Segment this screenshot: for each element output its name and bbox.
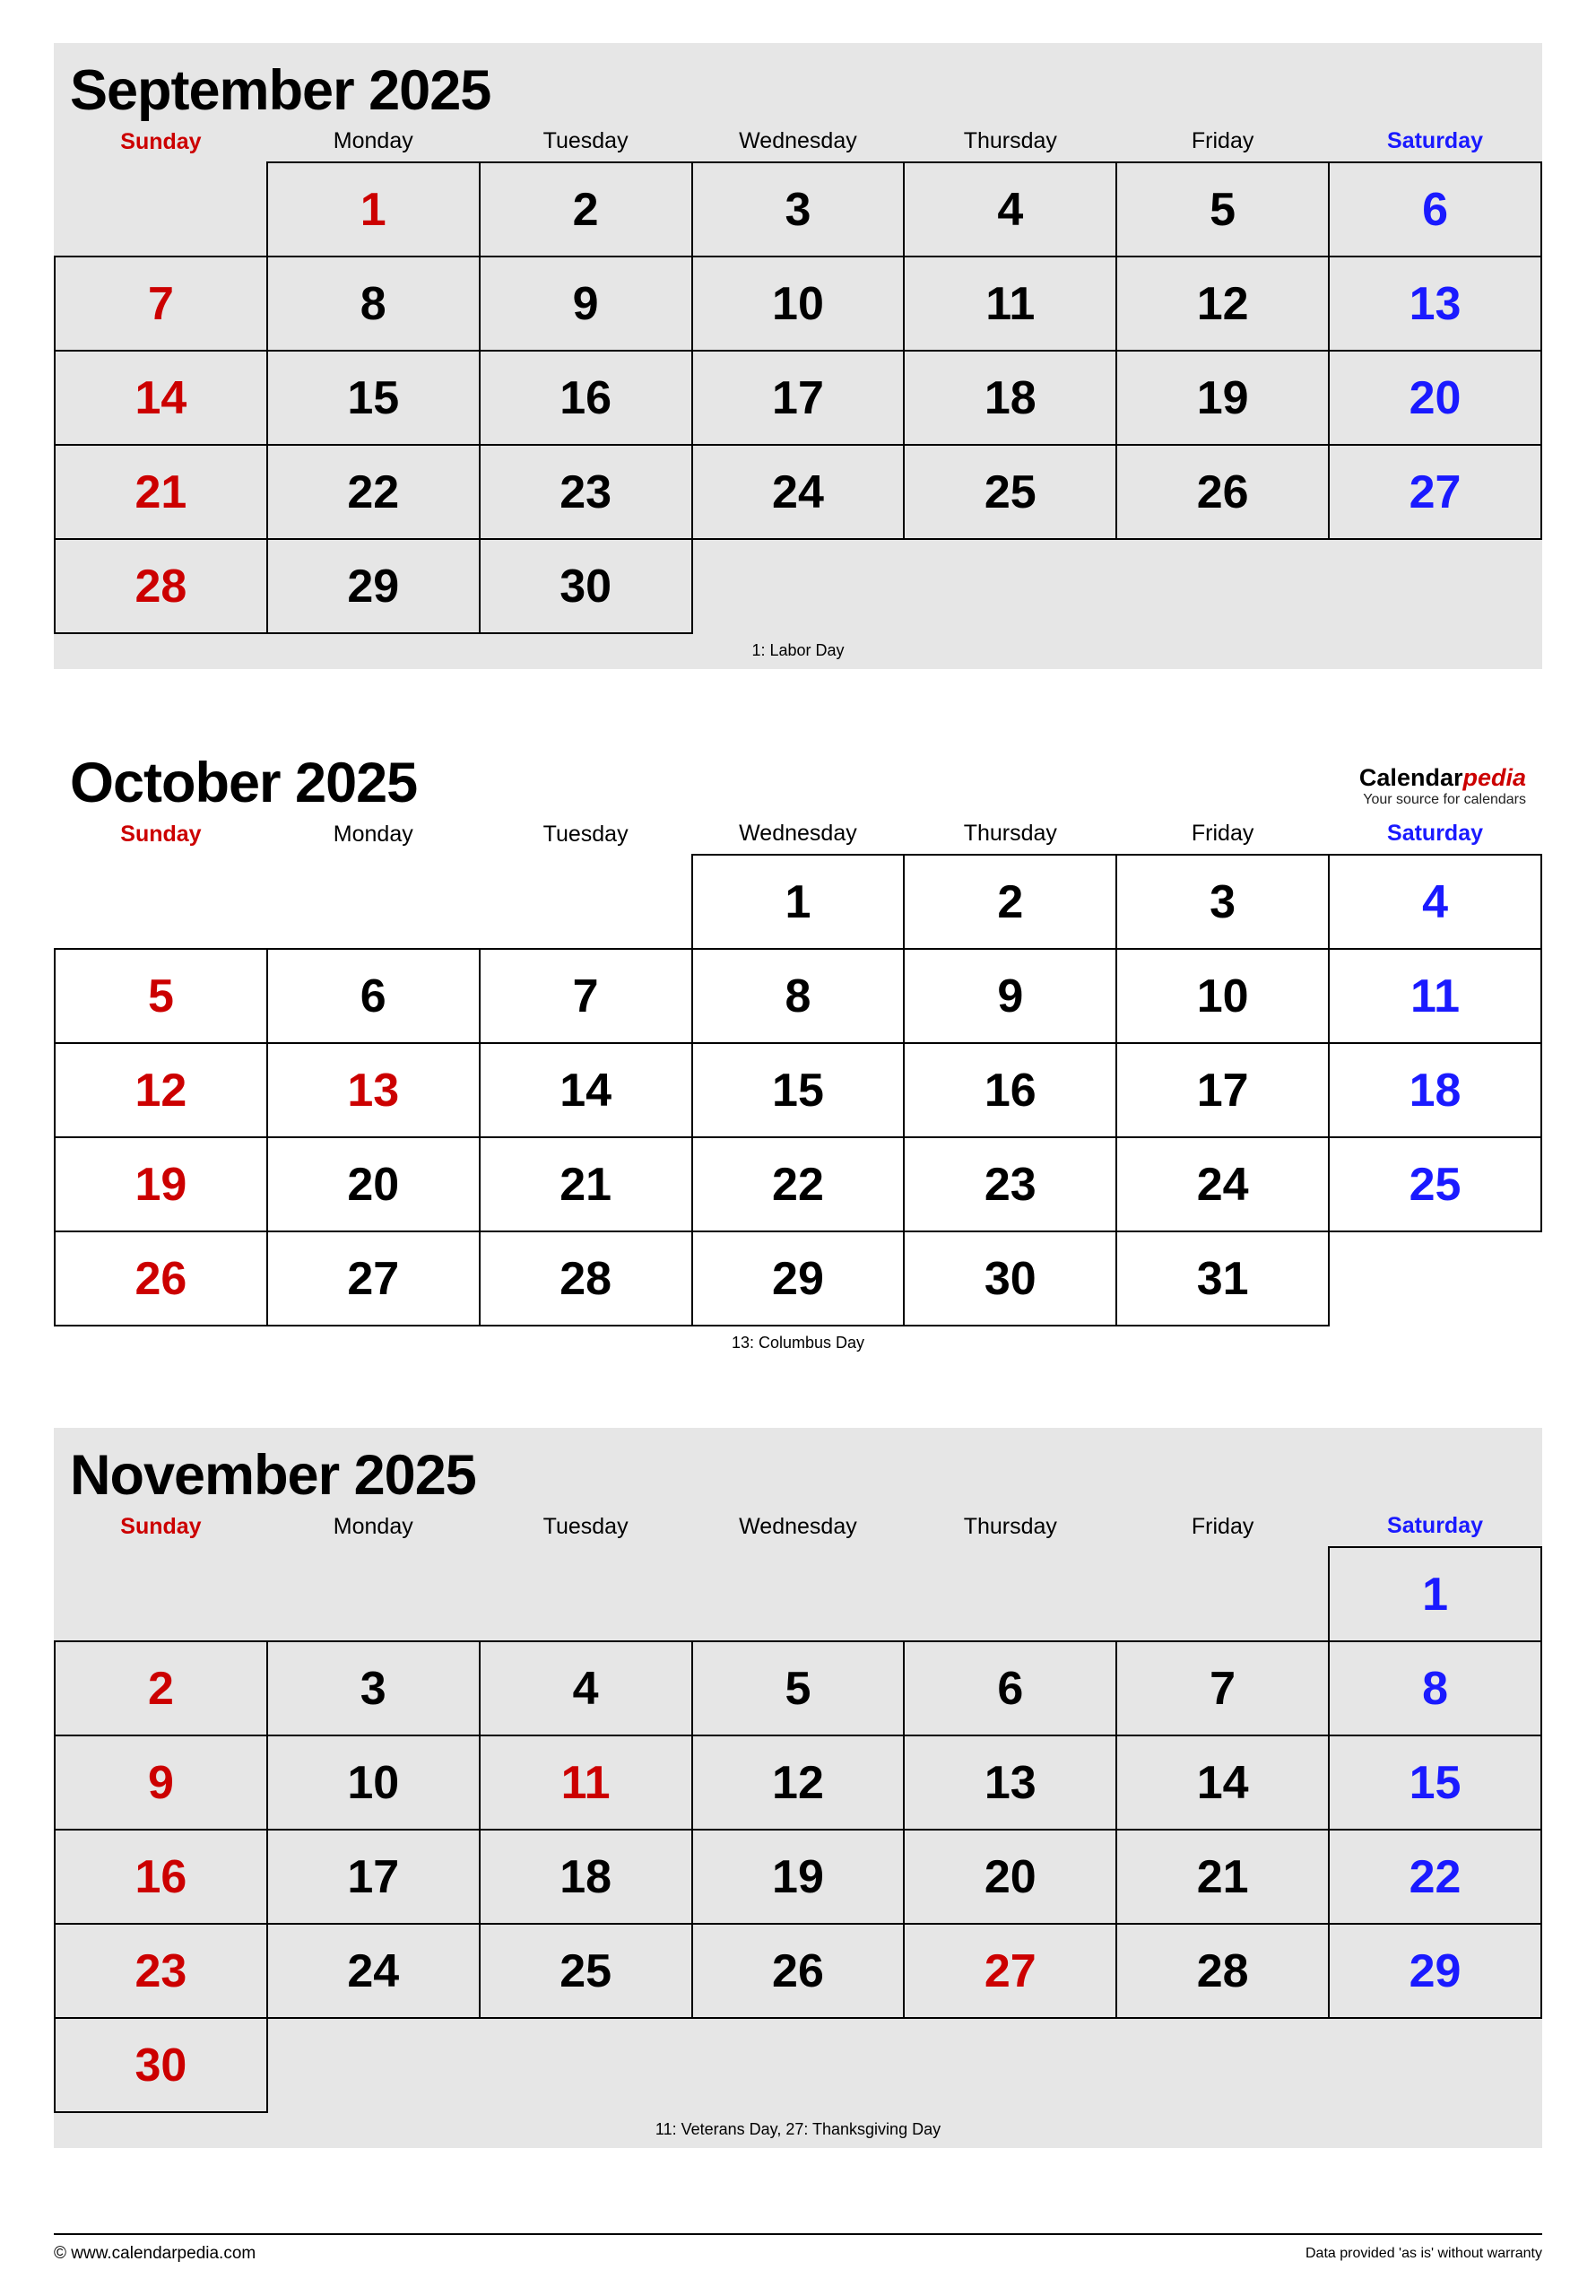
day-cell[interactable]: 30 — [904, 1231, 1116, 1326]
weekday-header-thursday: Thursday — [963, 128, 1057, 153]
day-cell[interactable]: 1 — [692, 855, 905, 949]
day-cell[interactable]: 12 — [692, 1735, 905, 1830]
month-header — [54, 1428, 1542, 1511]
month-block — [54, 1428, 1542, 2148]
day-cell[interactable]: 23 — [480, 445, 692, 539]
day-cell[interactable]: 25 — [904, 445, 1116, 539]
brand-tagline: Your source for calendars — [1363, 792, 1526, 808]
day-cell[interactable]: 4 — [480, 1641, 692, 1735]
weekday-header-row — [55, 1511, 1541, 1547]
day-cell[interactable]: 22 — [267, 445, 480, 539]
day-cell[interactable]: 5 — [692, 1641, 905, 1735]
footer-copyright: © www.calendarpedia.com — [54, 2244, 256, 2263]
weekday-header-tuesday: Tuesday — [542, 128, 629, 153]
months-container — [54, 43, 1542, 2148]
empty-cell — [1329, 1231, 1541, 1326]
day-cell[interactable]: 2 — [480, 162, 692, 257]
day-cell[interactable]: 15 — [267, 351, 480, 445]
day-cell[interactable]: 20 — [1329, 351, 1541, 445]
month-grid — [54, 1511, 1542, 2113]
day-cell[interactable]: 11 — [1329, 949, 1541, 1043]
day-cell[interactable]: 14 — [480, 1043, 692, 1137]
week-row — [55, 2018, 1541, 2112]
brand-name-main: Calendar — [1358, 763, 1463, 791]
empty-cell — [55, 1547, 1329, 1641]
day-cell[interactable]: 9 — [55, 1735, 267, 1830]
day-cell[interactable]: 11 — [904, 257, 1116, 351]
day-cell[interactable]: 16 — [480, 351, 692, 445]
day-cell[interactable]: 17 — [692, 351, 905, 445]
day-cell[interactable]: 16 — [55, 1830, 267, 1924]
day-cell[interactable]: 27 — [1329, 445, 1541, 539]
day-cell[interactable]: 22 — [692, 1137, 905, 1231]
weekday-header-monday: Monday — [333, 128, 413, 153]
day-cell[interactable]: 1 — [267, 162, 480, 257]
empty-cell — [692, 539, 1541, 633]
week-row — [55, 445, 1541, 539]
weekday-header-monday: Monday — [333, 1513, 413, 1539]
month-grid — [54, 126, 1542, 634]
day-cell[interactable]: 21 — [55, 445, 267, 539]
weekday-header-saturday: Saturday — [1387, 1513, 1484, 1538]
day-cell[interactable]: 14 — [55, 351, 267, 445]
day-cell[interactable]: 7 — [55, 257, 267, 351]
day-cell[interactable]: 14 — [1116, 1735, 1329, 1830]
day-cell[interactable]: 9 — [480, 257, 692, 351]
day-cell[interactable]: 28 — [55, 539, 267, 633]
day-cell[interactable]: 6 — [904, 1641, 1116, 1735]
day-cell[interactable]: 24 — [692, 445, 905, 539]
month-block — [54, 735, 1542, 1361]
day-cell[interactable]: 13 — [267, 1043, 480, 1137]
day-cell[interactable]: 27 — [267, 1231, 480, 1326]
day-cell[interactable]: 13 — [904, 1735, 1116, 1830]
day-cell[interactable]: 8 — [692, 949, 905, 1043]
day-cell[interactable]: 18 — [904, 351, 1116, 445]
month-spacer — [54, 1361, 1542, 1428]
day-cell[interactable]: 13 — [1329, 257, 1541, 351]
day-cell[interactable]: 28 — [480, 1231, 692, 1326]
day-cell[interactable]: 6 — [1329, 162, 1541, 257]
weekday-header-monday: Monday — [333, 821, 413, 847]
page-footer — [54, 2233, 1542, 2264]
month-spacer — [54, 669, 1542, 735]
day-cell[interactable]: 27 — [904, 1924, 1116, 2018]
day-cell[interactable]: 23 — [904, 1137, 1116, 1231]
weekday-header-wednesday: Wednesday — [739, 1513, 857, 1539]
day-cell[interactable]: 29 — [267, 539, 480, 633]
month-title: November 2025 — [70, 1444, 476, 1507]
day-cell[interactable]: 2 — [55, 1641, 267, 1735]
weekday-header-saturday: Saturday — [1387, 821, 1484, 846]
day-cell[interactable]: 30 — [55, 2018, 267, 2112]
day-cell[interactable]: 29 — [1329, 1924, 1541, 2018]
month-grid — [54, 819, 1542, 1326]
day-cell[interactable]: 12 — [1116, 257, 1329, 351]
calendarpedia-logo — [1359, 765, 1526, 812]
week-row — [55, 1924, 1541, 2018]
weekday-header-wednesday: Wednesday — [739, 128, 857, 153]
day-cell[interactable]: 6 — [267, 949, 480, 1043]
day-cell[interactable]: 16 — [904, 1043, 1116, 1137]
day-cell[interactable]: 5 — [55, 949, 267, 1043]
day-cell[interactable]: 17 — [267, 1830, 480, 1924]
empty-cell — [55, 855, 692, 949]
day-cell[interactable]: 7 — [1116, 1641, 1329, 1735]
month-block — [54, 43, 1542, 669]
brand-name-accent: pedia — [1462, 763, 1526, 791]
day-cell[interactable]: 11 — [480, 1735, 692, 1830]
day-cell[interactable]: 26 — [692, 1924, 905, 2018]
weekday-header-friday: Friday — [1191, 1513, 1254, 1539]
week-row — [55, 162, 1541, 257]
day-cell[interactable]: 15 — [692, 1043, 905, 1137]
day-cell[interactable]: 18 — [480, 1830, 692, 1924]
day-cell[interactable]: 4 — [1329, 855, 1541, 949]
weekday-header-thursday: Thursday — [963, 1513, 1057, 1539]
day-cell[interactable]: 19 — [692, 1830, 905, 1924]
day-cell[interactable]: 10 — [1116, 949, 1329, 1043]
day-cell[interactable]: 2 — [904, 855, 1116, 949]
weekday-header-thursday: Thursday — [963, 821, 1057, 846]
week-row — [55, 351, 1541, 445]
weekday-header-tuesday: Tuesday — [542, 1513, 629, 1539]
week-row — [55, 949, 1541, 1043]
month-header — [54, 43, 1542, 126]
day-cell[interactable]: 24 — [267, 1924, 480, 2018]
day-cell[interactable]: 9 — [904, 949, 1116, 1043]
day-cell[interactable]: 29 — [692, 1231, 905, 1326]
week-row — [55, 1641, 1541, 1735]
day-cell[interactable]: 26 — [1116, 445, 1329, 539]
weekday-header-friday: Friday — [1191, 821, 1254, 846]
day-cell[interactable]: 4 — [904, 162, 1116, 257]
day-cell[interactable]: 21 — [480, 1137, 692, 1231]
weekday-header-sunday: Sunday — [120, 821, 202, 847]
week-row — [55, 539, 1541, 633]
day-cell[interactable]: 31 — [1116, 1231, 1329, 1326]
brand-name — [1359, 765, 1526, 792]
day-cell[interactable]: 17 — [1116, 1043, 1329, 1137]
day-cell[interactable]: 20 — [904, 1830, 1116, 1924]
week-row — [55, 1231, 1541, 1326]
day-cell[interactable]: 3 — [1116, 855, 1329, 949]
day-cell[interactable]: 12 — [55, 1043, 267, 1137]
empty-cell — [267, 2018, 1541, 2112]
week-row — [55, 1735, 1541, 1830]
week-row — [55, 855, 1541, 949]
weekday-header-saturday: Saturday — [1387, 128, 1484, 153]
empty-cell — [55, 162, 267, 257]
day-cell[interactable]: 28 — [1116, 1924, 1329, 2018]
month-header — [54, 735, 1542, 819]
weekday-header-friday: Friday — [1191, 128, 1254, 153]
day-cell[interactable]: 25 — [480, 1924, 692, 2018]
day-cell[interactable]: 1 — [1329, 1547, 1541, 1641]
day-cell[interactable]: 20 — [267, 1137, 480, 1231]
weekday-header-sunday: Sunday — [120, 128, 202, 154]
weekday-header-row — [55, 819, 1541, 855]
weekday-header-sunday: Sunday — [120, 1513, 202, 1539]
month-notes: 11: Veterans Day, 27: Thanksgiving Day — [655, 2120, 941, 2138]
day-cell[interactable]: 25 — [1329, 1137, 1541, 1231]
day-cell[interactable]: 8 — [1329, 1641, 1541, 1735]
day-cell[interactable]: 3 — [267, 1641, 480, 1735]
month-title: October 2025 — [70, 752, 418, 814]
weekday-header-row — [55, 126, 1541, 162]
day-cell[interactable]: 15 — [1329, 1735, 1541, 1830]
day-cell[interactable]: 22 — [1329, 1830, 1541, 1924]
day-cell[interactable]: 10 — [692, 257, 905, 351]
day-cell[interactable]: 19 — [1116, 351, 1329, 445]
day-cell[interactable]: 24 — [1116, 1137, 1329, 1231]
footer-disclaimer: Data provided 'as is' without warranty — [1305, 2246, 1542, 2261]
day-cell[interactable]: 23 — [55, 1924, 267, 2018]
month-notes: 13: Columbus Day — [731, 1334, 865, 1352]
month-notes: 1: Labor Day — [751, 641, 845, 659]
day-cell[interactable]: 7 — [480, 949, 692, 1043]
month-title: September 2025 — [70, 59, 491, 122]
day-cell[interactable]: 30 — [480, 539, 692, 633]
day-cell[interactable]: 3 — [692, 162, 905, 257]
week-row — [55, 257, 1541, 351]
day-cell[interactable]: 26 — [55, 1231, 267, 1326]
day-cell[interactable]: 21 — [1116, 1830, 1329, 1924]
weekday-header-tuesday: Tuesday — [542, 821, 629, 847]
week-row — [55, 1137, 1541, 1231]
day-cell[interactable]: 18 — [1329, 1043, 1541, 1137]
weekday-header-wednesday: Wednesday — [739, 821, 857, 846]
week-row — [55, 1830, 1541, 1924]
day-cell[interactable]: 5 — [1116, 162, 1329, 257]
week-row — [55, 1547, 1541, 1641]
day-cell[interactable]: 8 — [267, 257, 480, 351]
day-cell[interactable]: 10 — [267, 1735, 480, 1830]
week-row — [55, 1043, 1541, 1137]
day-cell[interactable]: 19 — [55, 1137, 267, 1231]
